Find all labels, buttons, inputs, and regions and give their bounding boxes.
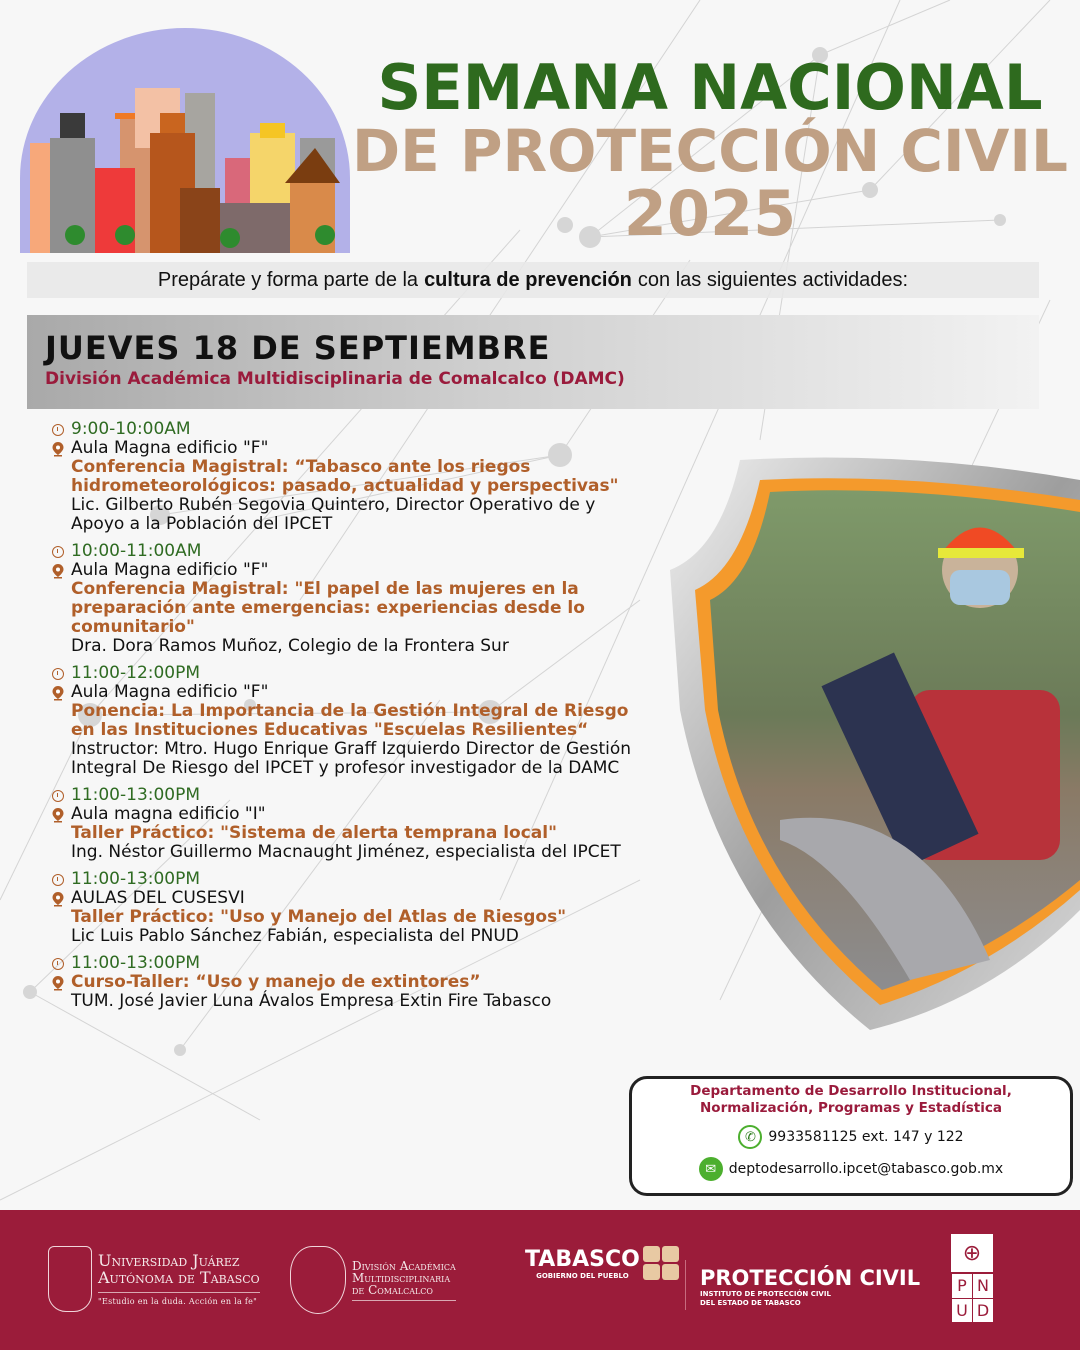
event-time: 11:00-13:00PM (71, 953, 201, 973)
location-pin-icon (52, 686, 66, 700)
schedule-event (52, 542, 652, 656)
contact-email-row[interactable] (632, 1157, 1070, 1181)
ujat-motto: "Estudio en la duda. Acción en la fe" (98, 1292, 260, 1306)
title-line-2: DE PROTECCIÓN CIVIL (352, 117, 1068, 185)
intro-text-bold: cultura de prevención (424, 268, 632, 291)
event-topic: Taller Práctico: "Sistema de alerta temprana local" (71, 823, 557, 843)
event-speaker: Lic. Gilberto Rubén Segovia Quintero, Director Operativo de y Apoyo a la Población del IPCET (71, 495, 596, 534)
clock-icon (52, 668, 64, 680)
pnud-letter: P (951, 1274, 972, 1298)
ujat-crest-icon (48, 1246, 92, 1312)
contact-email[interactable]: deptodesarrollo.ipcet@tabasco.gob.mx (728, 1161, 1004, 1177)
event-speaker: TUM. José Javier Luna Ávalos Empresa Extin Fire Tabasco (71, 991, 552, 1011)
phone-icon: ✆ (738, 1125, 762, 1149)
intro-text-after: con las siguientes actividades: (637, 268, 909, 291)
event-place: Aula magna edificio "I" (71, 804, 266, 824)
title-line-1: SEMANA NACIONAL (377, 51, 1043, 124)
intro-banner (27, 262, 1039, 298)
event-date: JUEVES 18 DE SEPTIEMBRE (45, 329, 551, 367)
schedule-event (52, 786, 652, 862)
pnud-letter: N (972, 1274, 993, 1298)
location-pin-icon (52, 808, 66, 822)
schedule-event (52, 954, 652, 1011)
damc-name-line-3: de Comalcalco (352, 1282, 433, 1297)
ujat-logo (48, 1246, 260, 1312)
location-pin-icon (52, 892, 66, 906)
event-time: 11:00-12:00PM (71, 663, 201, 683)
pnud-letter: D (972, 1298, 993, 1323)
event-time: 11:00-13:00PM (71, 785, 201, 805)
event-topic: Ponencia: La Importancia de la Gestión Integral de Riesgo en las Instituciones Educativas "Escuelas Resilientes“ (71, 701, 629, 740)
event-title (350, 51, 1070, 250)
event-time: 10:00-11:00AM (71, 541, 202, 561)
pc-wordmark: PROTECCIÓN CIVIL (700, 1266, 921, 1290)
damc-name-line-2: Multidisciplinaria (352, 1270, 451, 1285)
un-emblem-icon: ⊕ (962, 1240, 982, 1265)
event-topic: Taller Práctico: "Uso y Manejo del Atlas de Riesgos" (71, 907, 567, 927)
clock-icon (52, 958, 64, 970)
tabasco-tagline: GOBIERNO DEL PUEBLO (536, 1271, 629, 1280)
proteccion-civil-logo (700, 1266, 920, 1308)
ujat-name-line-1: Universidad Juárez (98, 1251, 240, 1270)
title-year: 2025 (623, 177, 797, 250)
event-topic: Curso-Taller: “Uso y manejo de extintores” (71, 972, 481, 992)
intro-text-before: Prepárate y forma parte de la (157, 268, 419, 291)
schedule-event (52, 664, 652, 778)
sponsor-footer (0, 1210, 1080, 1350)
event-speaker: Instructor: Mtro. Hugo Enrique Graff Izquierdo Director de Gestión Integral De Riesgo del IPCET y profesor investigador de la DAMC (71, 739, 632, 778)
city-skyline-illustration (20, 28, 350, 253)
pnud-letter: U (951, 1298, 972, 1323)
event-speaker: Dra. Dora Ramos Muñoz, Colegio de la Frontera Sur (71, 636, 509, 656)
clock-icon (52, 874, 64, 886)
pc-sub-line-2: DEL ESTADO DE TABASCO (700, 1299, 801, 1307)
logo-divider (685, 1260, 686, 1310)
rescuer-photo-shield (660, 440, 1080, 1040)
event-place: AULAS DEL CUSESVI (71, 888, 245, 908)
email-icon: ✉ (699, 1157, 723, 1181)
date-banner (27, 315, 1039, 409)
event-speaker: Ing. Néstor Guillermo Macnaught Jiménez, especialista del IPCET (71, 842, 621, 862)
pnud-logo (951, 1234, 993, 1322)
clock-icon (52, 546, 64, 558)
event-topic: Conferencia Magistral: "El papel de las mujeres en la preparación ante emergencias: experiencias desde lo comunitario" (71, 579, 585, 637)
contact-box (629, 1076, 1073, 1196)
tabasco-government-logo (525, 1246, 679, 1280)
event-venue: División Académica Multidisciplinaria de Comalcalco (DAMC) (45, 369, 625, 389)
event-time: 11:00-13:00PM (71, 869, 201, 889)
event-time: 9:00-10:00AM (71, 419, 191, 439)
damc-logo (290, 1246, 456, 1314)
pc-sub-line-1: INSTITUTO DE PROTECCIÓN CIVIL (700, 1290, 831, 1298)
event-speaker: Lic Luis Pablo Sánchez Fabián, especialista del PNUD (71, 926, 519, 946)
contact-phone[interactable]: 9933581125 ext. 147 y 122 (768, 1129, 964, 1145)
schedule-event (52, 420, 652, 534)
contact-phone-row[interactable] (632, 1125, 1070, 1149)
event-place: Aula Magna edificio "F" (71, 682, 269, 702)
schedule-event (52, 870, 652, 946)
ujat-name-line-2: Autónoma de Tabasco (98, 1268, 260, 1287)
event-topic: Conferencia Magistral: “Tabasco ante los riegos hidrometeorológicos: pasado, actualidad y perspectivas" (71, 457, 619, 496)
mayan-glyphs-icon (643, 1246, 679, 1280)
damc-name-line-1: División Académica (352, 1258, 456, 1273)
event-place: Aula Magna edificio "F" (71, 438, 269, 458)
clock-icon (52, 790, 64, 802)
damc-crest-icon (290, 1246, 346, 1314)
event-place: Aula Magna edificio "F" (71, 560, 269, 580)
contact-department: Departamento de Desarrollo Institucional, Normalización, Programas y Estadística (690, 1083, 1012, 1116)
clock-icon (52, 424, 64, 436)
location-pin-icon (52, 564, 66, 578)
location-pin-icon (52, 976, 66, 990)
location-pin-icon (52, 442, 66, 456)
schedule-list (52, 420, 652, 1019)
tabasco-wordmark: TABASCO (525, 1246, 640, 1272)
